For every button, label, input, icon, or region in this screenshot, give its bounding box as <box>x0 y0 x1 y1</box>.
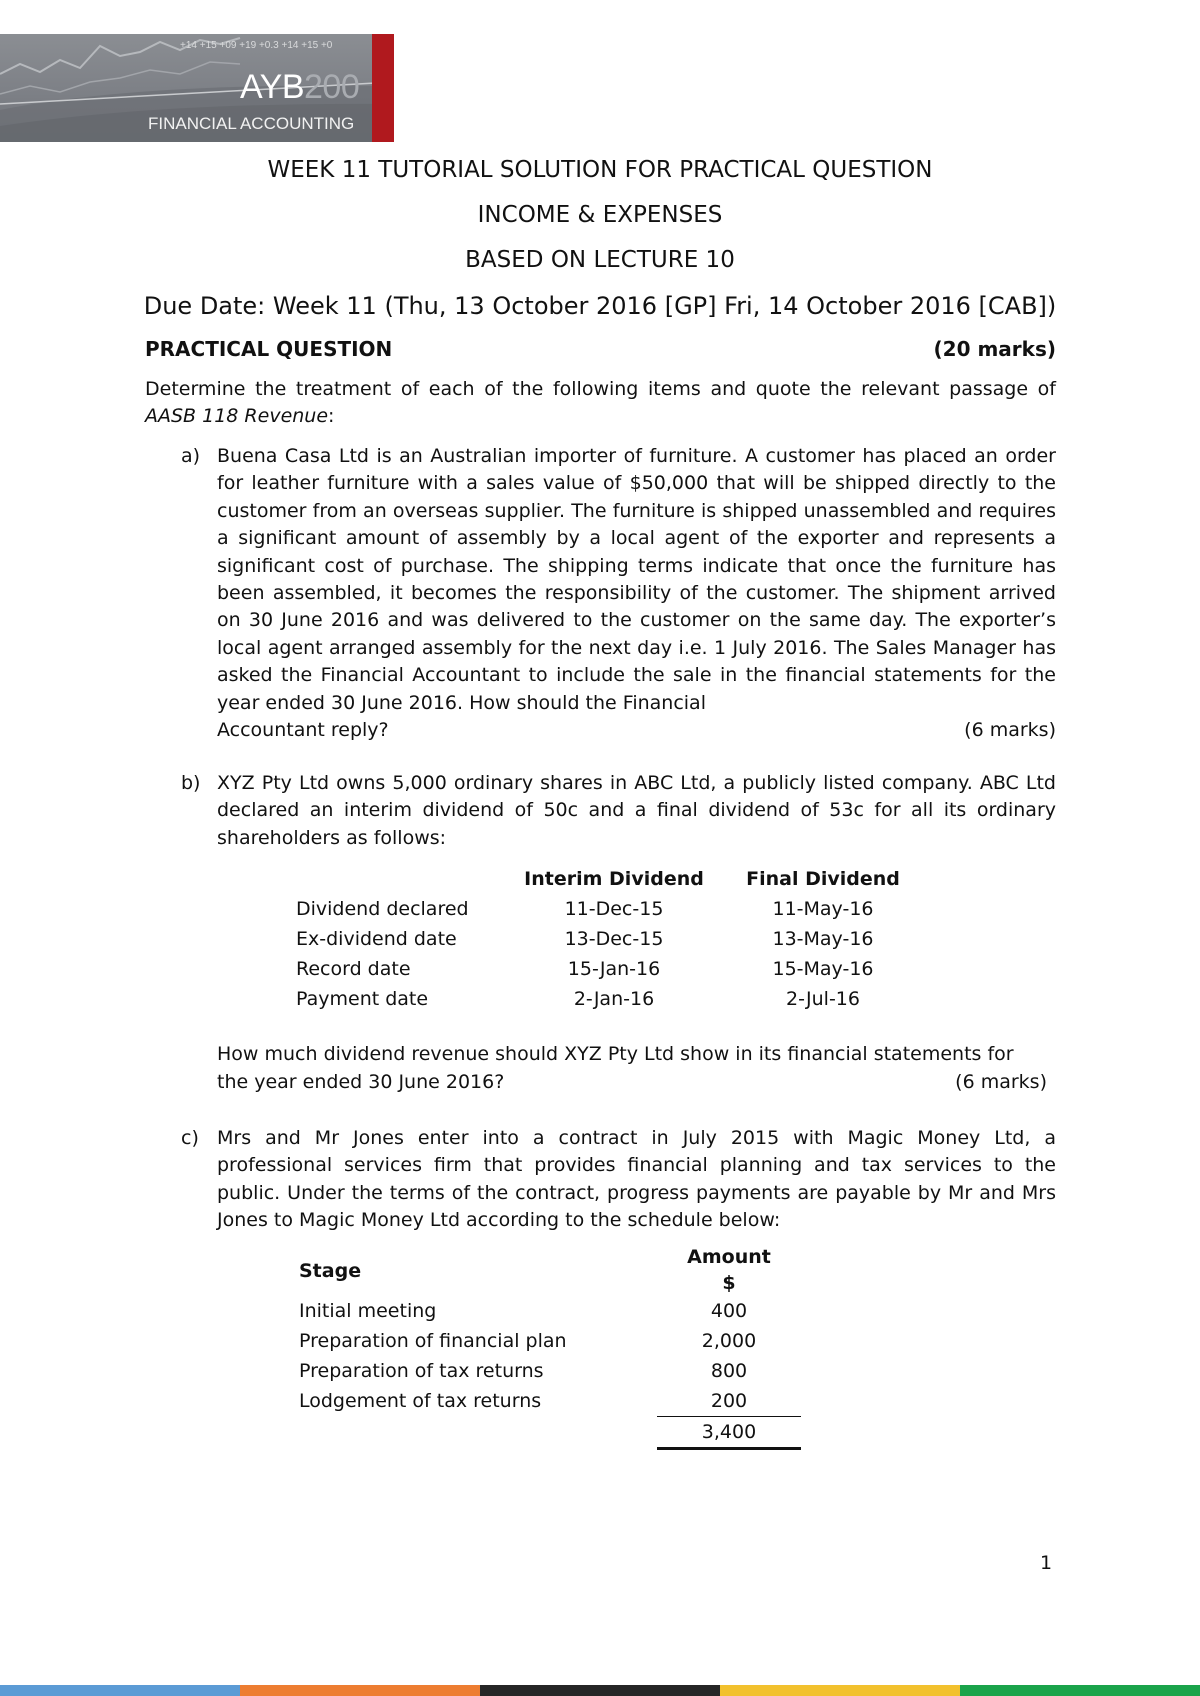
document-lecture: BASED ON LECTURE 10 <box>465 247 735 273</box>
table-row <box>296 984 928 1014</box>
schedule-amount: 200 <box>657 1386 801 1417</box>
schedule-stage: Lodgement of tax returns <box>299 1390 542 1413</box>
amount-header-currency: $ <box>722 1272 736 1294</box>
question-b <box>145 770 1056 852</box>
schedule-total-label <box>299 1417 657 1449</box>
course-code <box>240 68 359 107</box>
payment-schedule-table <box>299 1244 801 1450</box>
table-row <box>299 1326 801 1356</box>
document-topic: INCOME & EXPENSES <box>477 202 723 228</box>
table-row <box>296 954 928 984</box>
question-c <box>145 1125 1056 1235</box>
practical-question-marks: (20 marks) <box>933 337 1056 361</box>
question-a-last-line: Accountant reply? <box>217 719 389 742</box>
schedule-amount: 800 <box>710 1360 748 1382</box>
dividend-row-label: Payment date <box>296 988 429 1010</box>
question-a-text: Buena Casa Ltd is an Australian importer of furniture. A customer has placed an order for leather furniture with a sales value of $50,000 that will be shipped directly to the customer from an overseas supplier. The furniture is shipped unassembled and requires a significant amount of assembly by a local agent of the exporter and represents a significant cost of purchase. The shipping terms indicate that once the furniture has been assembled, it becomes the responsibility of the customer. The shipment arrived on 30 June 2016 and was delivered to the customer on the same day. The exporter’s local agent arranged assembly for the next day i.e. 1 July 2016. The Sales Manager has asked the Financial Accountant to include the sale in the financial statements for the year ended 30 June 2016. How should the Financial <box>217 445 1056 714</box>
dividend-table-header-final: Final Dividend <box>746 868 900 890</box>
dividend-row-interim: 15-Jan-16 <box>567 958 661 980</box>
question-a-marker: a) <box>181 445 201 467</box>
dividend-row-interim: 13-Dec-15 <box>564 928 664 950</box>
table-row <box>299 1356 801 1386</box>
question-a <box>145 443 1056 744</box>
question-b-prompt-line1: How much dividend revenue should XYZ Pty Ltd show in its financial statements for <box>217 1043 1014 1065</box>
dividend-row-interim: 2-Jan-16 <box>573 988 655 1010</box>
course-code-faded: 200 <box>304 68 360 106</box>
dividend-table-header-interim: Interim Dividend <box>524 868 704 890</box>
course-code-main: AYB <box>240 68 305 106</box>
page-number: 1 <box>1040 1552 1053 1574</box>
practical-question-heading <box>145 337 1056 361</box>
document-title: WEEK 11 TUTORIAL SOLUTION FOR PRACTICAL QUESTION <box>267 157 933 183</box>
due-date: Due Date: Week 11 (Thu, 13 October 2016 [GP] Fri, 14 October 2016 [CAB]) <box>143 292 1057 320</box>
question-b-marker: b) <box>181 772 201 794</box>
footer-stripe-green <box>960 1685 1200 1696</box>
schedule-stage: Initial meeting <box>299 1300 437 1322</box>
payment-schedule-header-stage: Stage <box>299 1260 362 1282</box>
dividend-table-header-blank <box>296 864 510 894</box>
question-c-text: Mrs and Mr Jones enter into a contract in July 2015 with Magic Money Ltd, a professional services firm that provides financial planning and tax services to the public. Under the terms of the contract, progress payments are payable by Mr and Mrs Jones to Magic Money Ltd according to the schedule below: <box>217 1127 1056 1232</box>
logo-red-bar <box>372 34 394 142</box>
footer-stripe-blue <box>0 1685 240 1696</box>
dividend-row-final: 15-May-16 <box>772 958 874 980</box>
question-b-text: XYZ Pty Ltd owns 5,000 ordinary shares in ABC Ltd, a publicly listed company. ABC Ltd declared an interim dividend of 50c and a final dividend of 53c for all its ordinary shareholders as follows: <box>217 772 1056 849</box>
dividend-table-header-row <box>296 864 928 894</box>
table-row <box>296 894 928 924</box>
instructions-end: : <box>328 405 335 427</box>
question-b-marks: (6 marks) <box>955 1071 1047 1093</box>
dividend-row-final: 2-Jul-16 <box>786 988 860 1010</box>
logo-ticker-text: +14 +15 +09 +19 +0.3 +14 +15 +0 <box>180 40 333 51</box>
footer-color-stripe <box>0 1685 1200 1696</box>
schedule-amount: 400 <box>710 1300 748 1322</box>
amount-header-label: Amount <box>687 1246 771 1268</box>
schedule-amount: 2,000 <box>701 1330 757 1352</box>
practical-question-label: PRACTICAL QUESTION <box>145 337 393 361</box>
dividend-table <box>296 864 928 1014</box>
dividend-row-final: 13-May-16 <box>772 928 874 950</box>
dividend-row-label: Dividend declared <box>296 898 469 920</box>
schedule-stage: Preparation of financial plan <box>299 1330 567 1352</box>
footer-stripe-black <box>480 1685 720 1696</box>
question-b-prompt-line2: the year ended 30 June 2016? <box>217 1071 505 1093</box>
schedule-total: 3,400 <box>657 1417 801 1449</box>
question-b-prompt <box>217 1040 1047 1096</box>
instructions-text: Determine the treatment of each of the following items and quote the relevant passage of <box>145 378 1056 400</box>
instructions <box>145 376 1056 430</box>
schedule-total-row <box>299 1417 801 1449</box>
payment-schedule-header-amount <box>657 1244 801 1296</box>
dividend-row-interim: 11-Dec-15 <box>564 898 664 920</box>
course-logo <box>0 34 394 142</box>
dividend-row-label: Ex-dividend date <box>296 928 457 950</box>
footer-stripe-yellow <box>720 1685 960 1696</box>
instructions-standard: AASB 118 Revenue <box>145 405 329 427</box>
payment-schedule-header-row <box>299 1244 801 1296</box>
dividend-row-final: 11-May-16 <box>772 898 874 920</box>
question-a-marks: (6 marks) <box>964 719 1056 742</box>
table-row <box>296 924 928 954</box>
schedule-stage: Preparation of tax returns <box>299 1360 544 1382</box>
footer-stripe-orange <box>240 1685 480 1696</box>
table-row <box>299 1386 801 1417</box>
dividend-row-label: Record date <box>296 958 411 980</box>
course-subtitle: FINANCIAL ACCOUNTING <box>148 114 355 133</box>
question-c-marker: c) <box>181 1127 199 1149</box>
table-row <box>299 1296 801 1326</box>
